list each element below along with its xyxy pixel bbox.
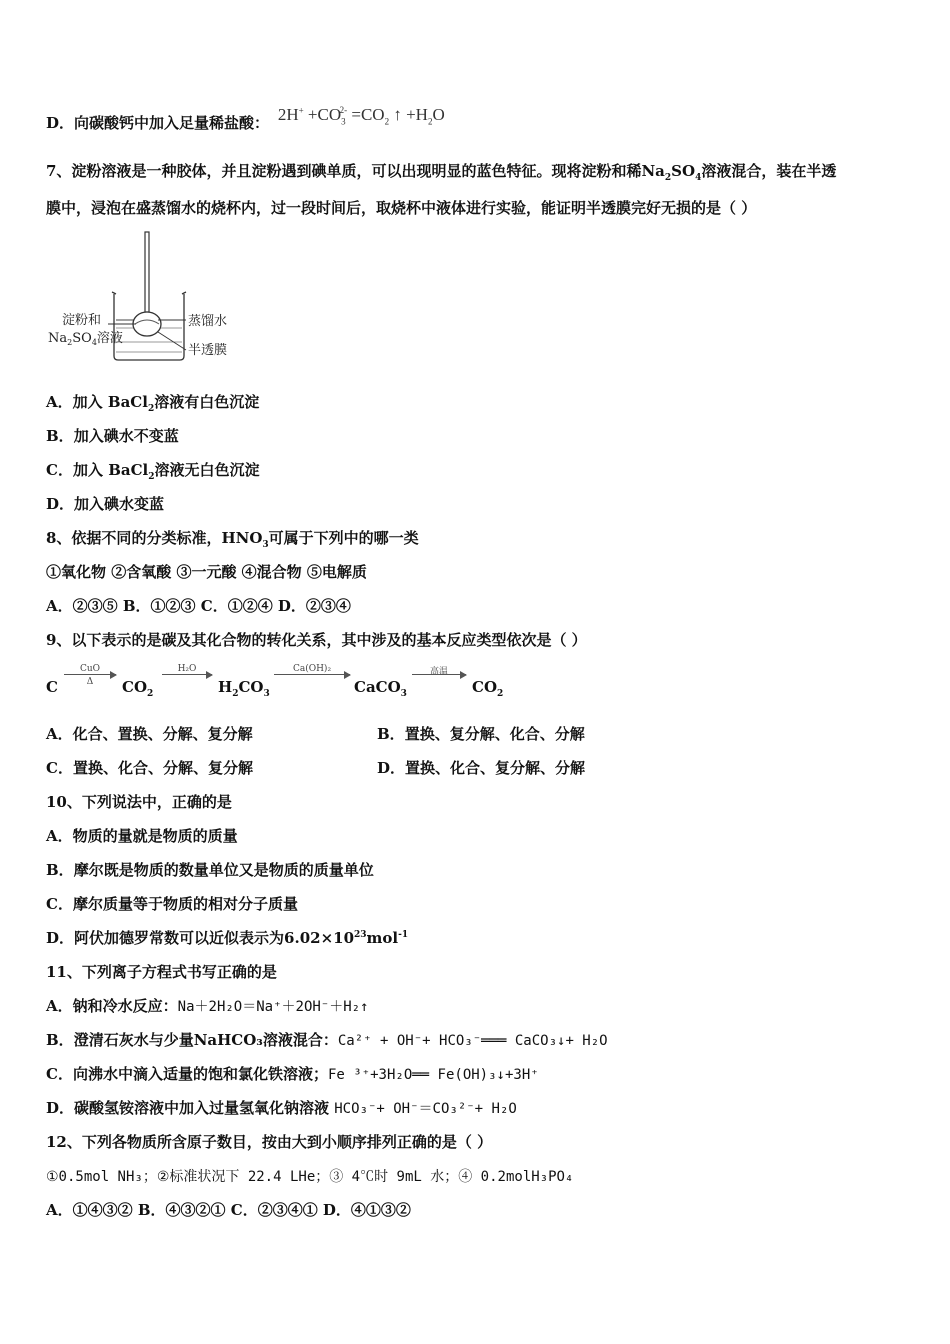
species-c: C <box>46 678 58 696</box>
option-label: D． <box>46 114 75 132</box>
species-caco3: CaCO$_3$ <box>354 678 407 699</box>
q11-option-a: A．钠和冷水反应：Na＋2H₂O＝Na⁺＋2OH⁻＋H₂↑ <box>46 997 369 1015</box>
label-membrane: 半透膜 <box>188 343 228 358</box>
q8-options: A．②③⑤ B．①②③ C．①②④ D．②③④ <box>46 597 351 615</box>
ionic-equation: Na＋2H₂O＝Na⁺＋2OH⁻＋H₂↑ <box>177 999 369 1015</box>
q11-option-b: B．澄清石灰水与少量NaHCO₃溶液混合：Ca²⁺ + OH⁻+ HCO₃⁻═══ CaCO₃↓+ H₂O <box>46 1031 608 1049</box>
q12-stem: 12、下列各物质所含原子数目，按由大到小顺序排列正确的是（ ） <box>46 1133 493 1151</box>
arrow-h2o: H₂O <box>162 664 212 675</box>
arrow-caoh2: Ca(OH)₂ <box>274 664 350 675</box>
q10-option-a: A．物质的量就是物质的质量 <box>46 827 238 845</box>
q9-option-b: B．置换、复分解、化合、分解 <box>377 725 585 743</box>
q7-option-d: D．加入碘水变蓝 <box>46 495 165 513</box>
q10-option-b: B．摩尔既是物质的数量单位又是物质的质量单位 <box>46 861 374 879</box>
q10-option-c: C．摩尔质量等于物质的相对分子质量 <box>46 895 298 913</box>
q9-stem: 9、以下表示的是碳及其化合物的转化关系，其中涉及的基本反应类型依次是（ ） <box>46 631 587 649</box>
q9-option-a: A．化合、置换、分解、复分解 <box>46 725 253 743</box>
ionic-equation: HCO₃⁻+ OH⁻＝CO₃²⁻+ H₂O <box>334 1101 517 1117</box>
label-starch: 淀粉和 <box>62 313 102 328</box>
q7-option-c: C．加入 BaCl$_2$溶液无白色沉淀 <box>46 461 260 482</box>
species-co2-final: $CO_2$ <box>472 678 504 699</box>
species-h2co3: $H_2CO_3$ <box>218 678 270 699</box>
species-co2: $CO_2$ <box>122 678 154 699</box>
reaction-chain <box>46 664 906 704</box>
label-distilled-water: 蒸馏水 <box>188 314 228 329</box>
q9-option-c: C．置换、化合、分解、复分解 <box>46 759 253 777</box>
q11-option-d: D．碳酸氢铵溶液中加入过量氢氧化钠溶液 HCO₃⁻+ OH⁻＝CO₃²⁻+ H₂O <box>46 1099 517 1117</box>
q7-option-a: A．加入 BaCl$_2$溶液有白色沉淀 <box>46 393 260 414</box>
ionic-equation: Fe ³⁺+3H₂O══ Fe(OH)₃↓+3H⁺ <box>327 1067 539 1083</box>
q9-option-d: D．置换、化合、复分解、分解 <box>377 759 586 777</box>
q7-option-b: B．加入碘水不变蓝 <box>46 427 179 445</box>
q12-options: A．①④③② B．④③②① C．②③④① D．④①③② <box>46 1201 411 1219</box>
q11-stem: 11、下列离子方程式书写正确的是 <box>46 963 277 981</box>
label-na2so4: $Na_2SO_4$溶液 <box>48 331 123 347</box>
arrow-cuo: CuO Δ <box>64 664 116 687</box>
q8-items: ①氧化物 ②含氧酸 ③一元酸 ④混合物 ⑤电解质 <box>46 563 367 581</box>
q7-stem-line2: 膜中，浸泡在盛蒸馏水的烧杯内，过一段时间后，取烧杯中液体进行实验，能证明半透膜完好无损的是（ ） <box>46 199 757 217</box>
beaker-diagram <box>46 228 246 364</box>
q8-stem: 8、依据不同的分类标准，$HNO_3$可属于下列中的哪一类 <box>46 529 419 550</box>
q11-option-c: C．向沸水中滴入适量的饱和氯化铁溶液；Fe ³⁺+3H₂O══ Fe(OH)₃↓+3H⁺ <box>46 1065 539 1083</box>
q7-stem-line1: 7、淀粉溶液是一种胶体，并且淀粉遇到碘单质，可以出现明显的蓝色特征。现将淀粉和稀$Na_2SO_4$溶液混合，装在半透 <box>46 162 837 183</box>
ionic-equation: Ca²⁺ + OH⁻+ HCO₃⁻═══ CaCO₃↓+ H₂O <box>337 1033 608 1049</box>
chemical-equation: $2H^+ +CO_3^{2-} =CO_2$ ↑ $+H_2O$ <box>277 105 445 127</box>
q12-items: ①0.5mol NH₃；②标准状况下 22.4 LHe；③ 4℃时 9mL 水；④ 0.2molH₃PO₄ <box>46 1169 574 1185</box>
option-text: 向碳酸钙中加入足量稀盐酸： <box>74 114 270 132</box>
q6-option-d <box>46 105 445 133</box>
q10-option-d: D．阿伏加德罗常数可以近似表示为$6.02\times 10^{23}mol^{-1}$ <box>46 929 409 947</box>
q10-stem: 10、下列说法中，正确的是 <box>46 793 232 811</box>
arrow-high-temp: 高温 <box>412 664 466 675</box>
